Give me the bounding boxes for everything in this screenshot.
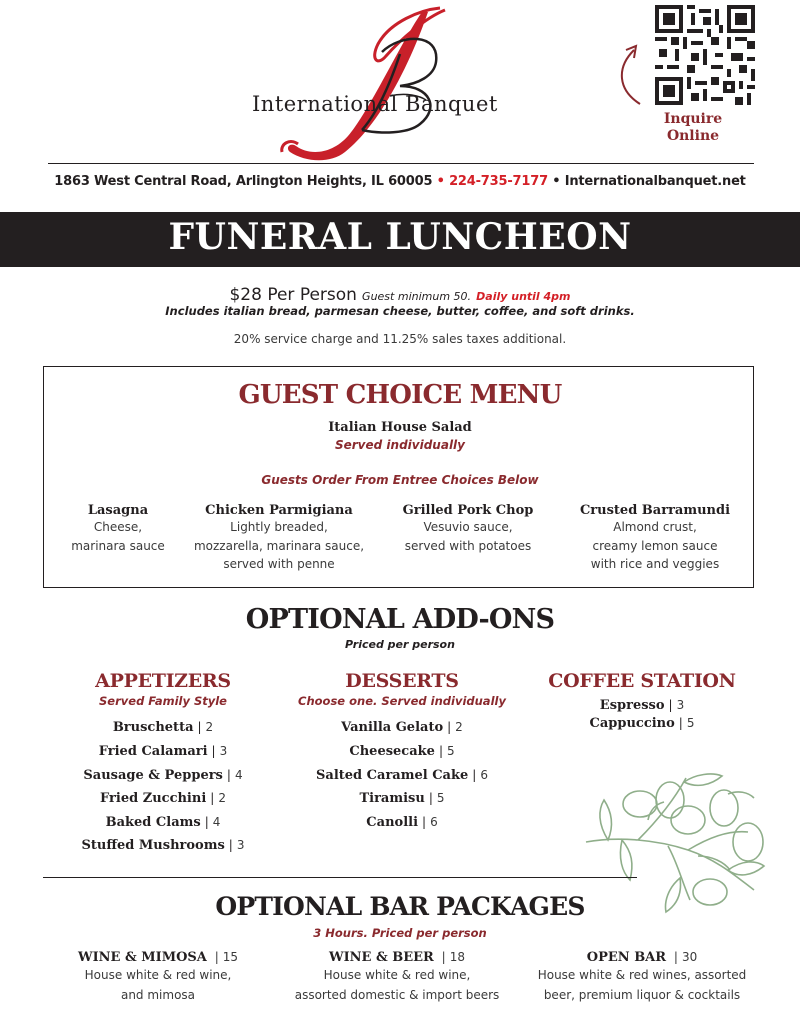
- desserts-title: DESSERTS: [345, 670, 459, 692]
- dessert-item: Tiramisu | 5: [359, 791, 445, 806]
- item-price: 6: [430, 815, 438, 829]
- appetizers-title: APPETIZERS: [95, 670, 231, 692]
- price-line: [0, 285, 800, 305]
- jb-monogram-icon: [250, 4, 520, 164]
- coffee-item: Cappuccino | 5: [589, 716, 695, 731]
- item-name: Salted Caramel Cake: [316, 768, 469, 783]
- dessert-item: Canolli | 6: [366, 815, 438, 830]
- inquire-line-1: Inquire: [663, 111, 723, 127]
- separator-1: •: [436, 174, 445, 189]
- package-name: WINE & MIMOSA: [77, 950, 207, 965]
- package-name: OPEN BAR: [586, 950, 667, 965]
- entree-name: Lasagna: [87, 503, 149, 518]
- daily-hours: Daily until 4pm: [476, 290, 571, 303]
- item-name: Sausage & Peppers: [83, 768, 223, 783]
- item-price: 4: [234, 768, 243, 782]
- item-name: Canolli: [366, 815, 419, 830]
- entree-desc-3: served with penne: [223, 557, 335, 571]
- guest-minimum: Guest minimum 50.: [362, 290, 472, 303]
- entree-chicken-parmigiana: [184, 503, 374, 574]
- item-name: Bruschetta: [112, 720, 194, 735]
- appetizer-item: Bruschetta | 2: [112, 720, 214, 735]
- package-desc-1: House white & red wines, assorted: [537, 968, 747, 982]
- bar-packages-subtitle: 3 Hours. Priced per person: [313, 926, 487, 940]
- dessert-item: Cheesecake | 5: [349, 744, 455, 759]
- package-desc-2: and mimosa: [120, 987, 196, 1002]
- appetizers-subtitle: Served Family Style: [99, 694, 227, 708]
- contact-line: [0, 174, 800, 189]
- salad-note: Served individually: [334, 438, 465, 452]
- guest-choice-title: GUEST CHOICE MENU: [238, 380, 562, 410]
- item-price: 6: [480, 768, 488, 782]
- entree-grilled-pork-chop: [388, 503, 548, 555]
- international-banquet-logo: [250, 4, 520, 164]
- bar-packages-title: OPTIONAL BAR PACKAGES: [215, 892, 585, 921]
- item-price: 5: [686, 716, 695, 730]
- item-price: 2: [218, 791, 226, 805]
- inquire-line-2: Online: [666, 128, 720, 144]
- package-desc-1: House white & red wine,: [323, 968, 471, 982]
- entree-name: Chicken Parmigiana: [205, 503, 353, 518]
- address: 1863 West Central Road, Arlington Heights, IL 60005: [54, 174, 433, 189]
- item-name: Tiramisu: [359, 791, 425, 806]
- item-price: 3: [676, 698, 685, 712]
- entree-lasagna: [58, 503, 178, 555]
- item-price: 2: [455, 720, 463, 734]
- logo-text: International Banquet: [252, 92, 498, 116]
- entree-desc-1: Lightly breaded,: [230, 520, 328, 534]
- entree-desc-2: marinara sauce: [71, 538, 165, 553]
- tax-note: 20% service charge and 11.25% sales taxes additional.: [233, 332, 567, 346]
- appetizer-item: Sausage & Peppers | 4: [83, 768, 243, 783]
- package-price: 18: [449, 950, 465, 964]
- item-price: 5: [446, 744, 455, 758]
- inquire-online-link[interactable]: [648, 111, 738, 145]
- dessert-item: Salted Caramel Cake | 6: [316, 768, 488, 783]
- appetizer-item: Baked Clams | 4: [105, 815, 221, 830]
- item-price: 3: [219, 744, 228, 758]
- entree-desc-1: Vesuvio sauce,: [423, 520, 513, 534]
- item-name: Vanilla Gelato: [341, 720, 444, 735]
- bar-package-wine-beer: WINE & BEER | 18 House white & red wine, assorted domestic & import beers: [282, 946, 512, 1004]
- salad-name: Italian House Salad: [328, 420, 472, 435]
- package-desc-1: House white & red wine,: [84, 968, 232, 982]
- item-price: 3: [236, 838, 245, 852]
- entree-crusted-barramundi: [560, 503, 750, 574]
- item-name: Stuffed Mushrooms: [81, 838, 225, 853]
- package-name: WINE & BEER: [328, 950, 434, 965]
- entree-desc-1: Almond crust,: [613, 520, 697, 534]
- bar-divider: [43, 877, 637, 878]
- entree-desc-2: mozzarella, marinara sauce,: [193, 538, 365, 553]
- item-name: Fried Calamari: [98, 744, 208, 759]
- page-title: FUNERAL LUNCHEON: [168, 216, 632, 258]
- dessert-item: Vanilla Gelato | 2: [341, 720, 463, 735]
- appetizer-item: Fried Calamari | 3: [98, 744, 228, 759]
- item-name: Fried Zucchini: [100, 791, 207, 806]
- item-name: Cappuccino: [589, 716, 675, 731]
- header-divider: [48, 163, 754, 164]
- entree-heading: Guests Order From Entree Choices Below: [261, 473, 539, 487]
- coffee-item: Espresso | 3: [599, 698, 685, 713]
- entree-desc-2: served with potatoes: [404, 538, 532, 553]
- entree-desc-3: with rice and veggies: [590, 557, 720, 571]
- price: $28 Per Person: [229, 285, 357, 305]
- package-desc-2: beer, premium liquor & cocktails: [543, 987, 741, 1002]
- appetizer-item: Fried Zucchini | 2: [100, 791, 226, 806]
- item-name: Cheesecake: [349, 744, 435, 759]
- package-price: 30: [681, 950, 698, 964]
- curved-arrow-icon: [612, 40, 652, 110]
- item-price: 4: [212, 815, 221, 829]
- separator-2: •: [552, 174, 561, 189]
- entree-desc-1: Cheese,: [93, 520, 143, 534]
- entree-name: Grilled Pork Chop: [402, 503, 534, 518]
- entree-desc-2: creamy lemon sauce: [592, 538, 718, 553]
- website-link[interactable]: Internationalbanquet.net: [564, 174, 746, 189]
- includes-note: Includes italian bread, parmesan cheese, butter, coffee, and soft drinks.: [165, 304, 635, 318]
- coffee-station-title: COFFEE STATION: [548, 670, 736, 692]
- appetizer-item: Stuffed Mushrooms | 3: [81, 838, 245, 853]
- item-name: Espresso: [599, 698, 665, 713]
- desserts-subtitle: Choose one. Served individually: [298, 694, 506, 708]
- package-desc-2: assorted domestic & import beers: [294, 987, 500, 1002]
- bar-package-open-bar: OPEN BAR | 30 House white & red wines, assorted beer, premium liquor & cocktails: [526, 946, 758, 1004]
- addons-title: OPTIONAL ADD-ONS: [245, 604, 555, 635]
- item-name: Baked Clams: [105, 815, 201, 830]
- entree-name: Crusted Barramundi: [579, 503, 731, 518]
- phone-number[interactable]: 224-735-7177: [449, 174, 548, 189]
- qr-code-icon[interactable]: [655, 5, 755, 105]
- package-price: 15: [222, 950, 239, 964]
- item-price: 5: [436, 791, 445, 805]
- addons-subtitle: Priced per person: [345, 638, 455, 651]
- item-price: 2: [205, 720, 214, 734]
- bar-package-wine-mimosa: WINE & MIMOSA | 15 House white & red wine, and mimosa: [58, 946, 258, 1004]
